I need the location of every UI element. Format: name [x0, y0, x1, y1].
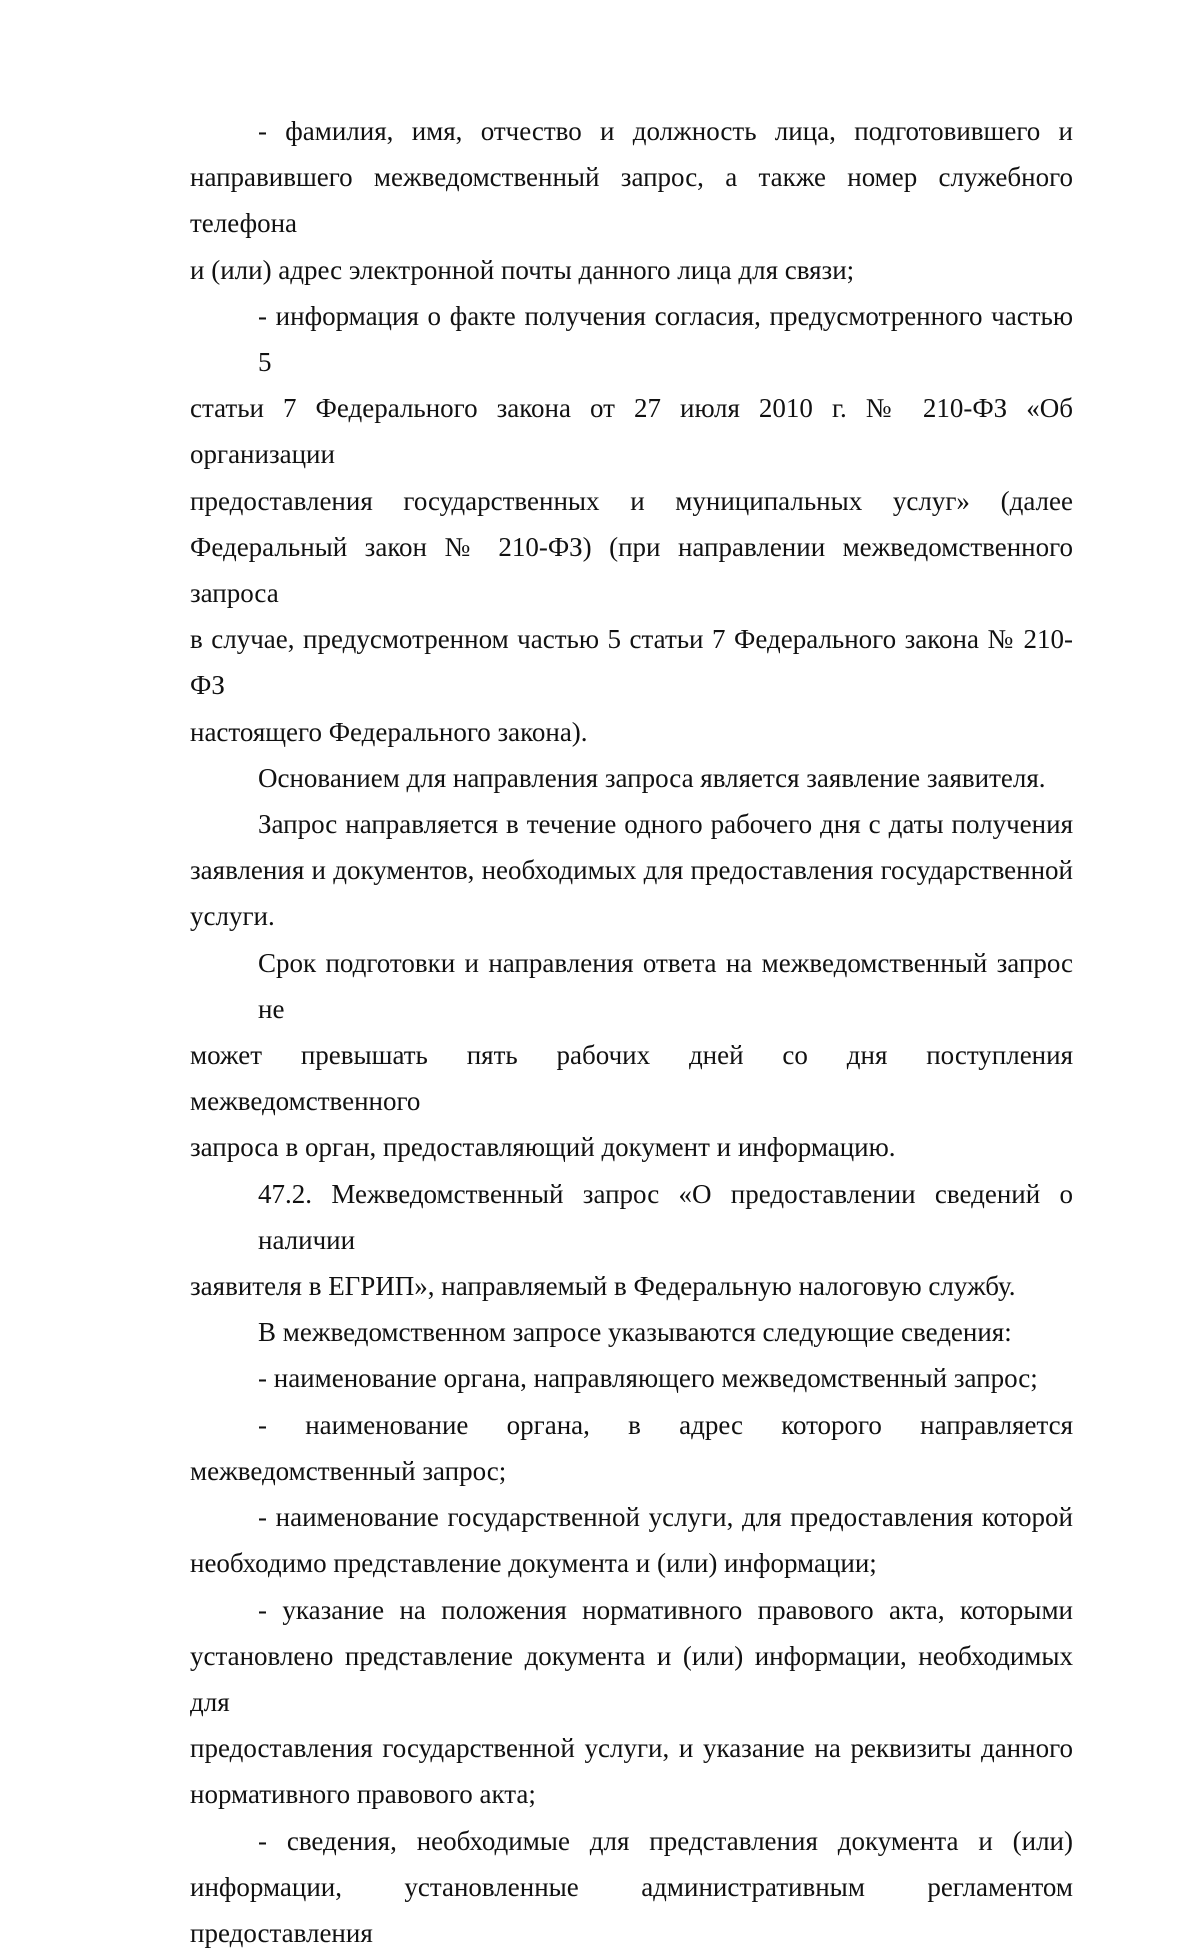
text-line: и (или) адрес электронной почты данного лица для связи;	[190, 254, 855, 285]
text-line: - фамилия, имя, отчество и должность лица, подготовившего и	[258, 116, 1073, 146]
text-line: Основанием для направления запроса является заявление заявителя.	[258, 762, 1046, 793]
document-body	[190, 108, 1073, 1956]
text-line: предоставления государственной услуги, и указание на реквизиты данного	[190, 1733, 1073, 1764]
text-line: В межведомственном запросе указываются следующие сведения:	[258, 1317, 1012, 1348]
text-line: статьи 7 Федерального закона от 27 июля 2010 г. № 210-ФЗ «Об организации	[190, 393, 1073, 470]
text-line: услуги.	[190, 901, 275, 932]
text-line: направившего межведомственный запрос, а также номер служебного телефона	[190, 162, 1073, 239]
text-line: может превышать пять рабочих дней со дня поступления межведомственного	[190, 1040, 1073, 1117]
text-line: запроса в орган, предоставляющий документ и информацию.	[190, 1132, 896, 1163]
text-line: необходимо представление документа и (или) информации;	[190, 1548, 877, 1579]
text-line: Срок подготовки и направления ответа на межведомственный запрос не	[258, 947, 1073, 1024]
text-line: - указание на положения нормативного правового акта, которыми	[258, 1594, 1073, 1625]
text-line: Федеральный закон № 210-ФЗ) (при направлении межведомственного запроса	[190, 531, 1073, 609]
text-line: межведомственный запрос;	[190, 1455, 507, 1486]
text-line: - наименование органа, направляющего межведомственный запрос;	[258, 1363, 1038, 1394]
text-line: Запрос направляется в течение одного рабочего дня с даты получения	[258, 809, 1073, 840]
text-line: нормативного правового акта;	[190, 1779, 536, 1810]
text-line: - сведения, необходимые для представления документа и (или)	[258, 1825, 1073, 1856]
text-line: 47.2. Межведомственный запрос «О предоставлении сведений о наличии	[258, 1178, 1073, 1255]
text-line: заявления и документов, необходимых для предоставления государственной	[190, 855, 1073, 886]
text-line: установлено представление документа и (или) информации, необходимых для	[190, 1640, 1073, 1717]
text-line: настоящего Федерального закона).	[190, 716, 588, 747]
text-line: предоставления государственных и муниципальных услуг» (далее	[190, 485, 1073, 516]
text-line: - наименование органа, в адрес которого направляется	[258, 1409, 1073, 1440]
text-line: информации, установленные административным регламентом предоставления	[190, 1871, 1073, 1948]
text-line: в случае, предусмотренном частью 5 статьи 7 Федерального закона № 210-ФЗ	[190, 624, 1073, 701]
text-line: заявителя в ЕГРИП», направляемый в Федеральную налоговую службу.	[190, 1271, 1016, 1302]
text-line: - информация о факте получения согласия, предусмотренного частью 5	[258, 300, 1073, 378]
text-line: - наименование государственной услуги, для предоставления которой	[258, 1502, 1073, 1533]
